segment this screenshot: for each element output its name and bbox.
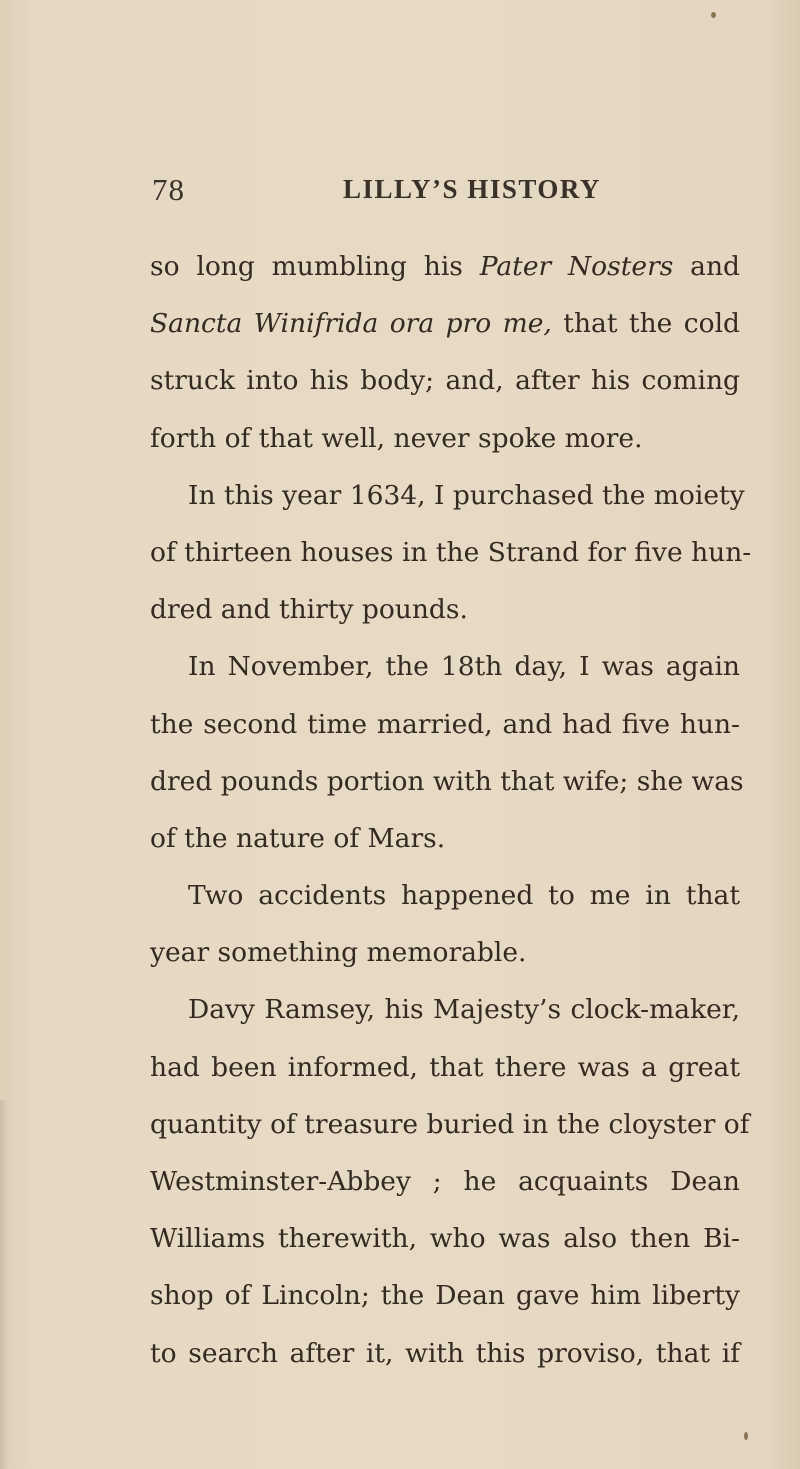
text-line (150, 1039, 740, 1096)
text-line (150, 1267, 740, 1324)
text-line (150, 1325, 740, 1382)
text-line (150, 238, 740, 295)
text-line (150, 1096, 750, 1153)
text-segment: the second time married, and had five hun- (150, 708, 740, 740)
text-segment: so long mumbling his (150, 251, 480, 282)
text-segment: Williams therewith, who was also then Bi- (150, 1223, 740, 1255)
text-segment: In November, the 18th day, I was again (188, 651, 740, 683)
text-line (150, 295, 740, 352)
text-line (150, 753, 744, 810)
page-edge-shadow (0, 1100, 8, 1469)
body-text (150, 238, 752, 1382)
italic-phrase: Pater Nosters (479, 251, 674, 282)
text-line (150, 924, 740, 981)
text-segment: struck into his body; and, after his coming (150, 365, 740, 397)
text-segment: Davy Ramsey, his Majesty’s clock-maker, (188, 994, 740, 1026)
text-segment: to search after it, with this proviso, that if (150, 1337, 740, 1369)
text-line (150, 352, 740, 409)
text-line (150, 581, 740, 638)
text-line (150, 1153, 740, 1210)
text-line (150, 810, 740, 867)
text-line (150, 696, 740, 753)
text-segment: forth of that well, never spoke more. (150, 422, 643, 454)
running-head: LILLY’S HISTORY (343, 174, 601, 204)
text-line (150, 524, 752, 581)
text-line (150, 638, 740, 695)
text-segment: that the cold (551, 308, 741, 340)
text-segment: In this year 1634, I purchased the moiety (188, 479, 745, 511)
text-segment: Westminster-Abbey ; he acquaints Dean (150, 1166, 740, 1197)
text-line (150, 410, 740, 467)
paper-speck (711, 12, 716, 18)
text-segment: had been informed, that there was a great (150, 1051, 740, 1083)
text-line (150, 1210, 740, 1267)
text-segment: year something memorable. (150, 937, 527, 969)
text-line (150, 867, 740, 924)
text-segment: Two accidents happened to me in that (188, 880, 740, 912)
text-segment: of the nature of Mars. (150, 822, 446, 854)
paper-speck (744, 1432, 748, 1440)
text-segment: dred pounds portion with that wife; she was (150, 765, 744, 797)
text-segment: and (673, 251, 740, 282)
page-header (0, 172, 800, 220)
page-number: 78 (152, 172, 185, 207)
text-segment: dred and thirty pounds. (150, 594, 468, 626)
text-line (150, 981, 740, 1038)
text-segment: shop of Lincoln; the Dean gave him liberty (150, 1280, 740, 1312)
text-segment: quantity of treasure buried in the cloyster of (150, 1108, 750, 1140)
italic-phrase: Sancta Winifrida ora pro me, (150, 308, 552, 340)
text-line (150, 467, 745, 524)
text-segment: of thirteen houses in the Strand for five hun- (150, 536, 752, 568)
